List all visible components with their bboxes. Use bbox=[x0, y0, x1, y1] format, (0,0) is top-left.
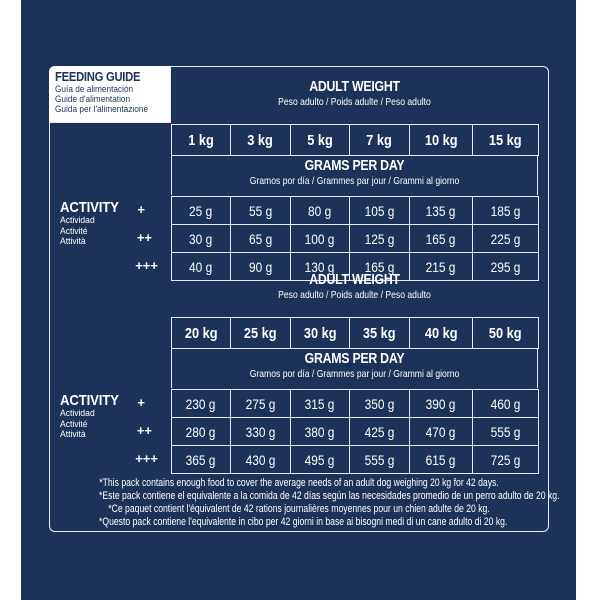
weight-label: 1 kg bbox=[188, 131, 214, 149]
grams-value: 25 g bbox=[189, 202, 213, 219]
grams-per-day-title: GRAMS PER DAY bbox=[304, 351, 405, 367]
grams-value: 165 g bbox=[426, 230, 456, 247]
feeding-guide-subtitle-it: Guida per l'alimentazione bbox=[55, 104, 149, 114]
weight-label: 5 kg bbox=[307, 131, 333, 149]
grams-value: 185 g bbox=[490, 202, 521, 219]
activity-subtitle-it: Attività bbox=[60, 236, 86, 247]
grams-cell bbox=[472, 196, 539, 225]
grams-value: 215 g bbox=[426, 258, 456, 275]
grams-value: 470 g bbox=[426, 423, 456, 440]
grams-value: 295 g bbox=[490, 258, 521, 275]
weight-cell bbox=[472, 317, 539, 349]
grams-cell bbox=[171, 445, 231, 474]
grams-cell bbox=[409, 224, 473, 253]
weight-cell bbox=[171, 317, 231, 349]
weight-cell bbox=[230, 317, 291, 349]
grams-cell bbox=[290, 196, 350, 225]
grams-cell bbox=[409, 196, 473, 225]
grams-value: 225 g bbox=[490, 230, 521, 247]
activity-level: ++ bbox=[136, 230, 152, 245]
activity-subtitle-es: Actividad bbox=[60, 408, 95, 419]
activity-title: ACTIVITY bbox=[60, 199, 119, 216]
grams-per-day-title: GRAMS PER DAY bbox=[304, 158, 405, 174]
activity-subtitle-fr: Activité bbox=[60, 225, 88, 237]
grams-header-right-border bbox=[537, 348, 538, 388]
grams-value: 425 g bbox=[364, 423, 395, 440]
activity-subtitle-fr: Activité bbox=[60, 418, 88, 430]
grams-cell bbox=[349, 445, 410, 474]
weight-cell bbox=[290, 124, 350, 156]
grams-value: 555 g bbox=[490, 423, 521, 440]
activity-level: ++ bbox=[136, 423, 152, 438]
grams-value: 65 g bbox=[248, 230, 273, 247]
grams-cell bbox=[290, 224, 350, 253]
feeding-guide-subtitle-es: Guía de alimentación bbox=[55, 84, 134, 94]
weight-label: 40 kg bbox=[424, 324, 458, 342]
grams-value: 365 g bbox=[186, 451, 216, 468]
feeding-guide-title: FEEDING GUIDE bbox=[55, 70, 141, 84]
grams-cell bbox=[171, 389, 231, 418]
grams-value: 725 g bbox=[490, 451, 521, 468]
grams-value: 330 g bbox=[245, 423, 276, 440]
adult-weight-subtitle: Peso adulto / Poids adulte / Peso adulto bbox=[278, 289, 431, 301]
grams-value: 390 g bbox=[426, 395, 456, 412]
grams-per-day-subtitle: Gramos por día / Grammes par jour / Grammi al giorno bbox=[249, 175, 460, 187]
grams-cell bbox=[349, 196, 410, 225]
grams-cell bbox=[472, 224, 539, 253]
activity-subtitle-it: Attività bbox=[60, 429, 86, 440]
weight-cell bbox=[349, 124, 410, 156]
guide-column-divider bbox=[170, 66, 171, 123]
grams-cell bbox=[171, 417, 231, 446]
grams-value: 275 g bbox=[245, 395, 276, 412]
weight-label: 15 kg bbox=[489, 131, 522, 149]
grams-cell bbox=[290, 389, 350, 418]
activity-level: + bbox=[137, 202, 145, 217]
weight-cell bbox=[349, 317, 410, 349]
grams-value: 100 g bbox=[305, 230, 335, 247]
grams-value: 350 g bbox=[364, 395, 395, 412]
weight-label: 35 kg bbox=[363, 324, 396, 342]
grams-cell bbox=[349, 389, 410, 418]
grams-header-left-border bbox=[171, 348, 172, 388]
grams-value: 280 g bbox=[186, 423, 216, 440]
grams-cell bbox=[230, 196, 291, 225]
grams-value: 430 g bbox=[245, 451, 276, 468]
grams-cell bbox=[472, 417, 539, 446]
footnotes bbox=[49, 477, 560, 529]
activity-title: ACTIVITY bbox=[60, 392, 119, 409]
grams-cell bbox=[171, 224, 231, 253]
weight-label: 50 kg bbox=[489, 324, 522, 342]
feeding-guide-label bbox=[49, 66, 170, 123]
activity-level: +++ bbox=[135, 451, 158, 466]
grams-cell bbox=[230, 445, 291, 474]
grams-cell bbox=[472, 389, 539, 418]
activity-level: +++ bbox=[135, 258, 158, 273]
grams-cell bbox=[290, 417, 350, 446]
weight-cell bbox=[409, 317, 473, 349]
adult-weight-subtitle: Peso adulto / Poids adulte / Peso adulto bbox=[278, 96, 431, 108]
activity-label bbox=[60, 393, 127, 441]
weight-cell bbox=[409, 124, 473, 156]
grams-per-day-subtitle: Gramos por día / Grammes par jour / Grammi al giorno bbox=[249, 368, 460, 380]
grams-cell bbox=[230, 417, 291, 446]
grams-cell bbox=[171, 196, 231, 225]
footnote-en: *This pack contains enough food to cover the average needs of an adult dog weighing 20 kg for 42 days. bbox=[99, 477, 499, 489]
grams-value: 80 g bbox=[308, 202, 332, 219]
grams-cell bbox=[230, 389, 291, 418]
grams-cell bbox=[290, 445, 350, 474]
activity-label bbox=[60, 200, 127, 248]
grams-value: 125 g bbox=[364, 230, 395, 247]
weight-cell bbox=[230, 124, 291, 156]
grams-value: 135 g bbox=[426, 202, 456, 219]
weight-cell bbox=[472, 124, 539, 156]
grams-cell bbox=[409, 445, 473, 474]
weight-label: 7 kg bbox=[366, 131, 393, 149]
grams-value: 165 g bbox=[364, 258, 395, 275]
guide-bottom-divider bbox=[49, 122, 171, 123]
grams-header-left-border bbox=[171, 155, 172, 195]
weight-cell bbox=[171, 124, 231, 156]
activity-level: + bbox=[137, 395, 145, 410]
grams-value: 40 g bbox=[189, 258, 213, 275]
grams-cell bbox=[230, 224, 291, 253]
grams-value: 90 g bbox=[248, 258, 273, 275]
footnote-fr: *Ce paquet contient l'équivalent de 42 rations journalières moyennes pour un chien adulte de 20 kg. bbox=[108, 503, 490, 515]
grams-cell bbox=[409, 417, 473, 446]
activity-subtitle-es: Actividad bbox=[60, 215, 95, 226]
grams-value: 105 g bbox=[364, 202, 395, 219]
weight-cell bbox=[290, 317, 350, 349]
grams-value: 460 g bbox=[490, 395, 521, 412]
adult-weight-title: ADULT WEIGHT bbox=[309, 79, 400, 95]
footnote-es: *Este pack contiene el equivalente a la comida de 42 días según las necesidades promedio de un perro adulto de 20 kg. bbox=[99, 490, 560, 502]
grams-value: 130 g bbox=[305, 258, 335, 275]
weight-label: 30 kg bbox=[303, 324, 337, 342]
grams-value: 30 g bbox=[189, 230, 213, 247]
weight-label: 20 kg bbox=[184, 324, 218, 342]
grams-value: 380 g bbox=[305, 423, 335, 440]
grams-value: 615 g bbox=[426, 451, 456, 468]
grams-value: 555 g bbox=[364, 451, 395, 468]
grams-cell bbox=[472, 445, 539, 474]
grams-value: 495 g bbox=[305, 451, 335, 468]
grams-value: 55 g bbox=[248, 202, 273, 219]
footnote-it: *Questo pack contiene l'equivalente in cibo per 42 giorni in base ai bisogni medi di un cane adulto di 20 kg. bbox=[99, 516, 508, 528]
grams-header-right-border bbox=[537, 155, 538, 195]
feeding-guide-subtitle-fr: Guide d'alimentation bbox=[55, 94, 131, 104]
grams-value: 315 g bbox=[305, 395, 335, 412]
weight-label: 10 kg bbox=[424, 131, 458, 149]
grams-cell bbox=[349, 224, 410, 253]
grams-cell bbox=[409, 389, 473, 418]
grams-value: 230 g bbox=[186, 395, 216, 412]
grams-cell bbox=[349, 417, 410, 446]
adult-weight-title: ADULT WEIGHT bbox=[309, 272, 400, 288]
weight-label: 25 kg bbox=[244, 324, 277, 342]
weight-label: 3 kg bbox=[247, 131, 274, 149]
